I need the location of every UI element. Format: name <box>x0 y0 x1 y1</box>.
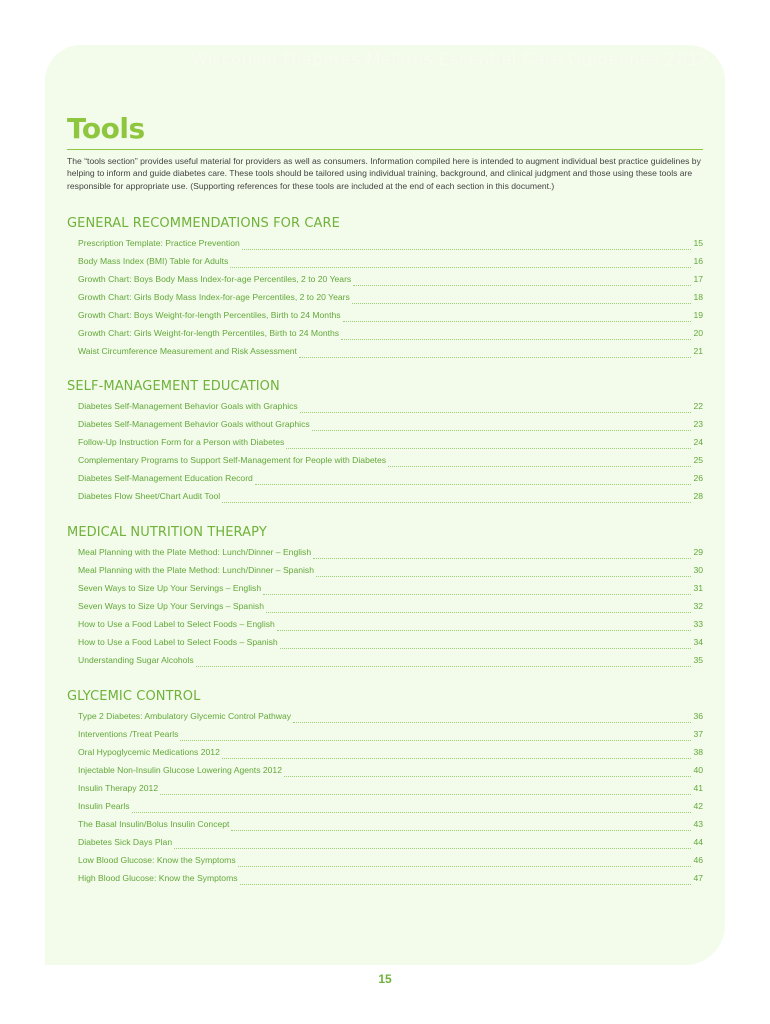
toc-entry[interactable] <box>78 583 703 601</box>
section-heading: MEDICAL NUTRITION THERAPY <box>67 525 267 540</box>
toc-entry-label: Body Mass Index (BMI) Table for Adults <box>78 256 229 266</box>
dot-leader <box>266 611 691 613</box>
toc-entry-page: 44 <box>693 837 703 847</box>
toc-entry-label: Growth Chart: Girls Weight-for-length Percentiles, Birth to 24 Months <box>78 328 340 338</box>
dot-leader <box>341 338 691 340</box>
toc-entry-page: 41 <box>693 783 703 793</box>
dot-leader <box>174 847 691 849</box>
toc-entry-label: Follow-Up Instruction Form for a Person with Diabetes <box>78 437 285 447</box>
toc-entry-label: The Basal Insulin/Bolus Insulin Concept <box>78 819 230 829</box>
toc-entry-label: Diabetes Sick Days Plan <box>78 837 173 847</box>
section-general-recommendations <box>67 216 703 364</box>
toc-entry[interactable] <box>78 473 703 491</box>
toc-entry[interactable] <box>78 274 703 292</box>
dot-leader <box>316 575 691 577</box>
toc-entry[interactable] <box>78 292 703 310</box>
section-glycemic-control <box>67 689 703 891</box>
toc-entry-label: How to Use a Food Label to Select Foods – English <box>78 619 275 629</box>
toc-entry-label: Insulin Pearls <box>78 801 130 811</box>
toc-entry-label: Prescription Template: Practice Prevention <box>78 238 240 248</box>
toc-entry-page: 17 <box>693 274 703 284</box>
dot-leader <box>222 501 691 503</box>
toc-entry-label: High Blood Glucose: Know the Symptoms <box>78 873 238 883</box>
dot-leader <box>242 248 692 250</box>
toc-entry-label: Meal Planning with the Plate Method: Lunch/Dinner – Spanish <box>78 565 314 575</box>
toc-entry[interactable] <box>78 455 703 473</box>
toc-entry-page: 26 <box>693 473 703 483</box>
dot-leader <box>299 356 692 358</box>
toc-entry-page: 23 <box>693 419 703 429</box>
section-heading: SELF-MANAGEMENT EDUCATION <box>67 379 280 394</box>
toc-entry-label: Type 2 Diabetes: Ambulatory Glycemic Control Pathway <box>78 711 292 721</box>
dot-leader <box>238 865 692 867</box>
toc-entry-label: Low Blood Glucose: Know the Symptoms <box>78 855 236 865</box>
toc-entry[interactable] <box>78 619 703 637</box>
toc-entry-page: 15 <box>693 238 703 248</box>
toc-entry-page: 47 <box>693 873 703 883</box>
dot-leader <box>160 793 691 795</box>
toc-entry[interactable] <box>78 711 703 729</box>
toc-entry-label: Seven Ways to Size Up Your Servings – Spanish <box>78 601 264 611</box>
dot-leader <box>300 411 692 413</box>
toc-entry[interactable] <box>78 437 703 455</box>
section-heading: GLYCEMIC CONTROL <box>67 689 201 704</box>
toc-entry[interactable] <box>78 783 703 801</box>
toc-entry[interactable] <box>78 565 703 583</box>
dot-leader <box>280 647 692 649</box>
document-header-title: Wisconsin Diabetes Mellitus Essential Care Guidelines 2012 <box>190 50 710 70</box>
toc-entry-page: 29 <box>693 547 703 557</box>
dot-leader <box>255 483 692 485</box>
toc-entry-page: 25 <box>693 455 703 465</box>
dot-leader <box>263 593 691 595</box>
toc-entry[interactable] <box>78 873 703 891</box>
toc-entry[interactable] <box>78 547 703 565</box>
toc-entry[interactable] <box>78 310 703 328</box>
toc-entry-page: 46 <box>693 855 703 865</box>
section-medical-nutrition-therapy <box>67 525 703 673</box>
toc-entry-page: 22 <box>693 401 703 411</box>
dot-leader <box>231 829 691 831</box>
toc-entry-page: 19 <box>693 310 703 320</box>
dot-leader <box>352 302 692 304</box>
toc-entry[interactable] <box>78 765 703 783</box>
toc-entry-label: Growth Chart: Boys Body Mass Index-for-age Percentiles, 2 to 20 Years <box>78 274 352 284</box>
toc-entry-page: 31 <box>693 583 703 593</box>
toc-entry-label: Complementary Programs to Support Self-Management for People with Diabetes <box>78 455 387 465</box>
page-title: Tools <box>67 112 145 145</box>
toc-entry-label: Oral Hypoglycemic Medications 2012 <box>78 747 220 757</box>
dot-leader <box>313 557 691 559</box>
dot-leader <box>284 775 691 777</box>
dot-leader <box>388 465 691 467</box>
toc-entry-label: Insulin Therapy 2012 <box>78 783 159 793</box>
toc-entry-page: 28 <box>693 491 703 501</box>
toc-entry-page: 30 <box>693 565 703 575</box>
toc-entry-label: Interventions /Treat Pearls <box>78 729 179 739</box>
toc-entry[interactable] <box>78 601 703 619</box>
dot-leader <box>240 883 692 885</box>
dot-leader <box>312 429 692 431</box>
toc-entry[interactable] <box>78 491 703 509</box>
toc-entry-page: 21 <box>693 346 703 356</box>
dot-leader <box>343 320 692 322</box>
toc-entry[interactable] <box>78 328 703 346</box>
toc-entry[interactable] <box>78 637 703 655</box>
toc-entry-page: 33 <box>693 619 703 629</box>
dot-leader <box>286 447 691 449</box>
page-number: 15 <box>378 972 392 986</box>
toc-entry-label: Seven Ways to Size Up Your Servings – English <box>78 583 262 593</box>
toc-entry[interactable] <box>78 238 703 256</box>
toc-entry[interactable] <box>78 729 703 747</box>
toc-entry-page: 24 <box>693 437 703 447</box>
toc-entry-page: 18 <box>693 292 703 302</box>
intro-paragraph: The “tools section” provides useful material for providers as well as consumers. Information compiled here is intended to augment individual best practice guidelines by helping to inform and guide diabetes care. These tools should be tailored using individual training, background, and clinical judgment and those using these tools are responsible for appropriate use. (Supporting references for these tools are included at the end of each section in this document.) <box>67 156 701 191</box>
toc-entry-page: 42 <box>693 801 703 811</box>
toc-entry-label: Diabetes Self-Management Behavior Goals without Graphics <box>78 419 310 429</box>
toc-entry-label: Understanding Sugar Alcohols <box>78 655 194 665</box>
toc-entry[interactable] <box>78 256 703 274</box>
toc-entry-page: 43 <box>693 819 703 829</box>
toc-entry-label: Diabetes Self-Management Education Record <box>78 473 253 483</box>
section-heading: GENERAL RECOMMENDATIONS FOR CARE <box>67 216 341 231</box>
toc-entry-page: 16 <box>693 256 703 266</box>
toc-entry[interactable] <box>78 346 703 364</box>
dot-leader <box>353 284 691 286</box>
toc-entry-page: 34 <box>693 637 703 647</box>
toc-entry[interactable] <box>78 801 703 819</box>
toc-entry-label: Growth Chart: Boys Weight-for-length Percentiles, Birth to 24 Months <box>78 310 341 320</box>
title-divider <box>67 149 703 150</box>
section-self-management-education <box>67 379 703 509</box>
toc-entry[interactable] <box>78 401 703 419</box>
dot-leader <box>132 811 692 813</box>
dot-leader <box>277 629 692 631</box>
toc-entry-page: 37 <box>693 729 703 739</box>
toc-entry-label: How to Use a Food Label to Select Foods – Spanish <box>78 637 278 647</box>
toc-entry-page: 38 <box>693 747 703 757</box>
dot-leader <box>293 721 691 723</box>
toc-entry[interactable] <box>78 855 703 873</box>
toc-entry-page: 36 <box>693 711 703 721</box>
toc-entry-page: 40 <box>693 765 703 775</box>
toc-entry[interactable] <box>78 655 703 673</box>
dot-leader <box>180 739 691 741</box>
toc-entry[interactable] <box>78 419 703 437</box>
toc-entry-label: Diabetes Flow Sheet/Chart Audit Tool <box>78 491 221 501</box>
dot-leader <box>196 665 692 667</box>
toc-entry[interactable] <box>78 819 703 837</box>
dot-leader <box>222 757 692 759</box>
toc-entry-label: Growth Chart: Girls Body Mass Index-for-age Percentiles, 2 to 20 Years <box>78 292 350 302</box>
toc-entry-page: 35 <box>693 655 703 665</box>
toc-entry-label: Waist Circumference Measurement and Risk Assessment <box>78 346 297 356</box>
toc-entry-label: Diabetes Self-Management Behavior Goals with Graphics <box>78 401 298 411</box>
toc-entry[interactable] <box>78 747 703 765</box>
toc-entry[interactable] <box>78 837 703 855</box>
toc-entry-label: Meal Planning with the Plate Method: Lunch/Dinner – English <box>78 547 312 557</box>
toc-entry-page: 32 <box>693 601 703 611</box>
toc-entry-label: Injectable Non-Insulin Glucose Lowering Agents 2012 <box>78 765 282 775</box>
toc-entry-page: 20 <box>693 328 703 338</box>
dot-leader <box>230 266 691 268</box>
